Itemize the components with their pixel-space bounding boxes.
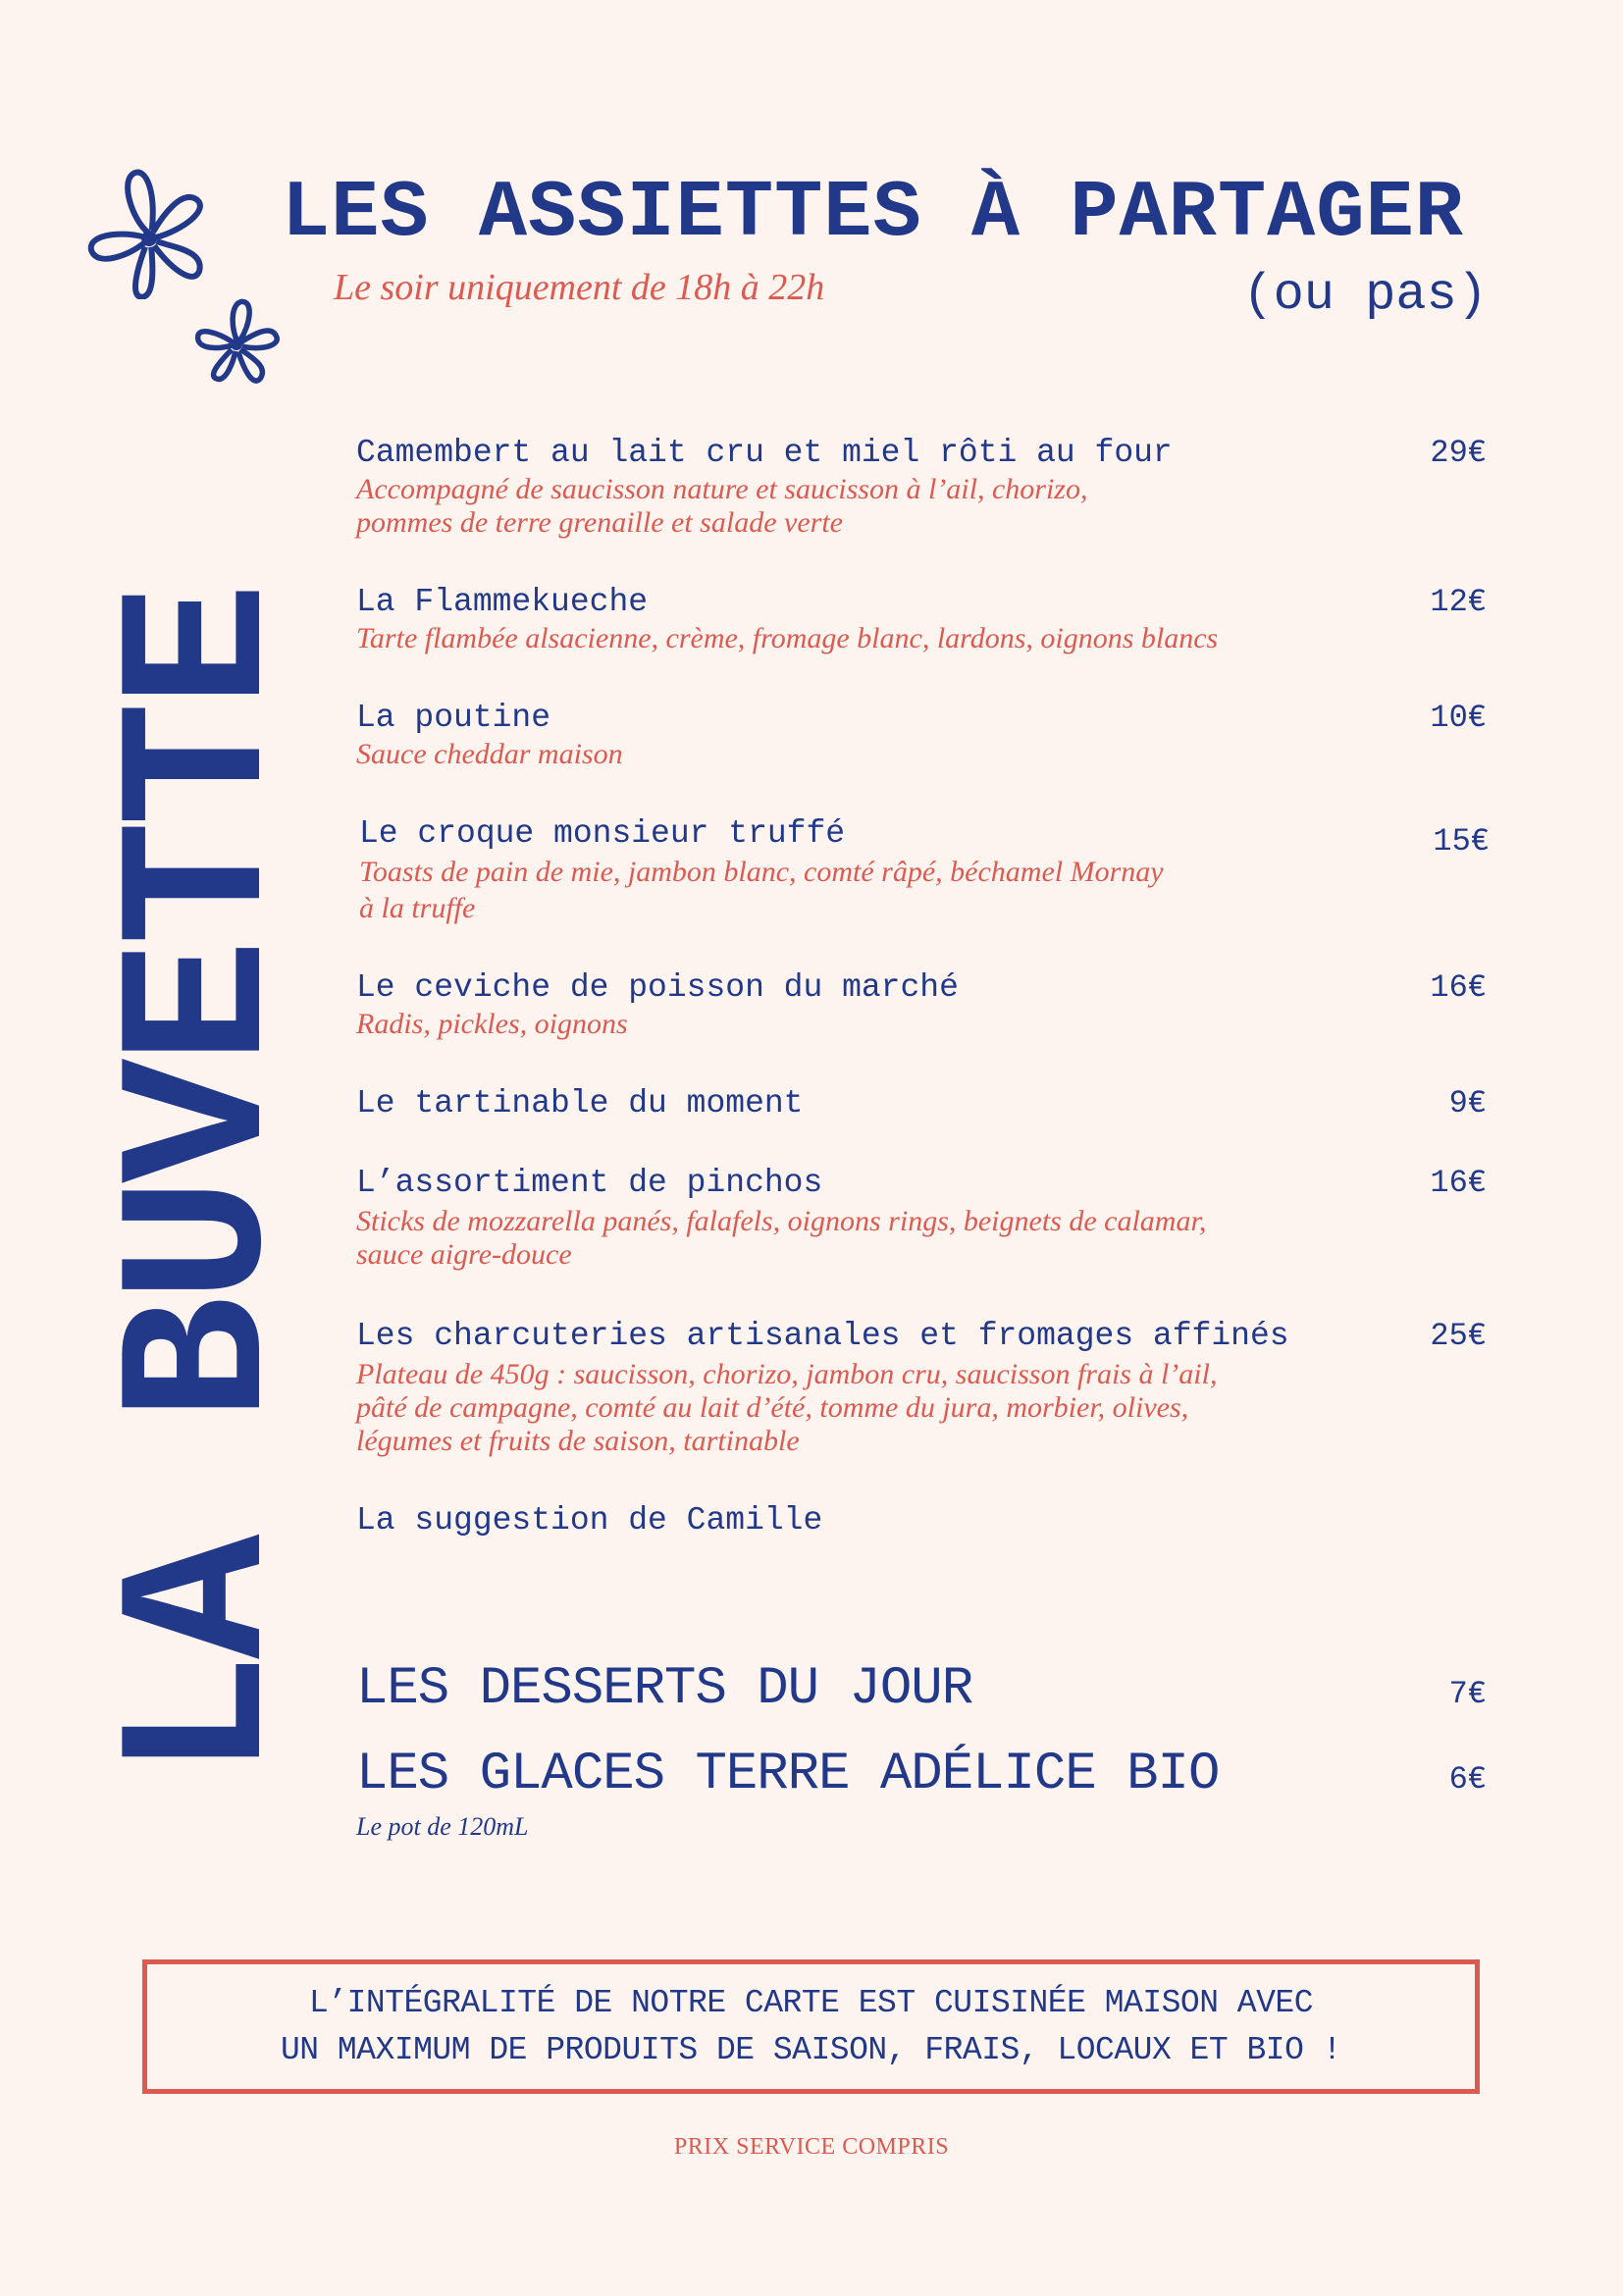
menu-item <box>356 968 1487 1041</box>
menu-item <box>356 1501 1487 1540</box>
item-price: 25€ <box>1430 1318 1487 1354</box>
item-price: 9€ <box>1448 1085 1487 1122</box>
dessert-name: LES DESSERTS DU JOUR <box>356 1659 973 1719</box>
item-name: La poutine <box>356 700 551 736</box>
item-description <box>356 1008 1337 1041</box>
item-price: 29€ <box>1430 435 1487 471</box>
page-title: LES ASSIETTES À PARTAGER <box>282 168 1464 259</box>
item-description <box>356 1205 1337 1272</box>
item-description <box>356 473 1337 540</box>
item-name: La Flammekueche <box>356 584 649 620</box>
menu-item <box>359 814 1490 925</box>
item-price: 16€ <box>1430 969 1487 1006</box>
dessert-name: LES GLACES TERRE ADÉLICE BIO <box>356 1745 1220 1804</box>
title-aside: (ou pas) <box>1242 266 1488 324</box>
menu-item <box>356 434 1487 540</box>
item-description <box>356 738 1337 771</box>
menu-item <box>356 1084 1487 1123</box>
item-description-line: Plateau de 450g : saucisson, chorizo, jambon cru, saucisson frais à l’ail, <box>356 1358 1218 1390</box>
dessert-row <box>356 1744 1487 1806</box>
item-name: Les charcuteries artisanales et fromages affinés <box>356 1318 1289 1354</box>
item-name: Camembert au lait cru et miel rôti au four <box>356 435 1173 471</box>
service-hours: Le soir uniquement de 18h à 22h <box>334 267 825 308</box>
homemade-notice <box>142 1959 1480 2094</box>
dessert-price: 6€ <box>1448 1761 1487 1798</box>
notice-line: UN MAXIMUM DE PRODUITS DE SAISON, FRAIS, LOCAUX ET BIO ! <box>281 2031 1341 2068</box>
brand-name: LA BUVETTE <box>86 588 322 1778</box>
item-price: 15€ <box>1433 823 1490 860</box>
item-description-line: Sticks de mozzarella panés, falafels, oignons rings, beignets de calamar, <box>356 1205 1207 1237</box>
item-name: Le tartinable du moment <box>356 1085 804 1122</box>
notice-line: L’INTÉGRALITÉ DE NOTRE CARTE EST CUISINÉE MAISON AVEC <box>308 1984 1314 2021</box>
item-name: Le ceviche de poisson du marché <box>356 969 959 1006</box>
item-price: 12€ <box>1430 584 1487 620</box>
item-description-line: Radis, pickles, oignons <box>356 1008 628 1040</box>
flower-icon <box>192 292 290 391</box>
menu-item <box>356 1164 1487 1272</box>
menu-item <box>356 699 1487 771</box>
item-description <box>356 1358 1337 1458</box>
menu-item <box>356 1317 1487 1458</box>
item-description <box>359 856 1340 925</box>
item-description-line: Sauce cheddar maison <box>356 738 623 770</box>
item-description <box>356 622 1337 655</box>
dessert-price: 7€ <box>1448 1676 1487 1712</box>
item-description-line: Accompagné de saucisson nature et saucisson à l’ail, chorizo, <box>356 473 1088 505</box>
item-description-line: sauce aigre-douce <box>356 1238 572 1271</box>
flower-icon <box>83 162 221 299</box>
brand-container <box>86 533 322 1833</box>
item-description-line: Tarte flambée alsacienne, crème, fromage blanc, lardons, oignons blancs <box>356 622 1219 654</box>
item-description-line: pommes de terre grenaille et salade verte <box>356 506 843 539</box>
item-description-line: Toasts de pain de mie, jambon blanc, comté râpé, béchamel Mornay <box>359 856 1164 888</box>
dessert-note: Le pot de 120mL <box>356 1812 529 1841</box>
item-price: 16€ <box>1430 1165 1487 1201</box>
service-included-note: PRIX SERVICE COMPRIS <box>673 2134 950 2160</box>
item-price: 10€ <box>1430 700 1487 736</box>
item-name: La suggestion de Camille <box>356 1502 823 1539</box>
menu-item <box>356 583 1487 655</box>
item-name: Le croque monsieur truffé <box>359 815 846 852</box>
item-name: L’assortiment de pinchos <box>356 1165 823 1201</box>
item-description-line: légumes et fruits de saison, tartinable <box>356 1425 800 1457</box>
item-description-line: à la truffe <box>359 892 476 924</box>
item-description-line: pâté de campagne, comté au lait d’été, tomme du jura, morbier, olives, <box>356 1391 1189 1424</box>
dessert-row <box>356 1658 1487 1721</box>
